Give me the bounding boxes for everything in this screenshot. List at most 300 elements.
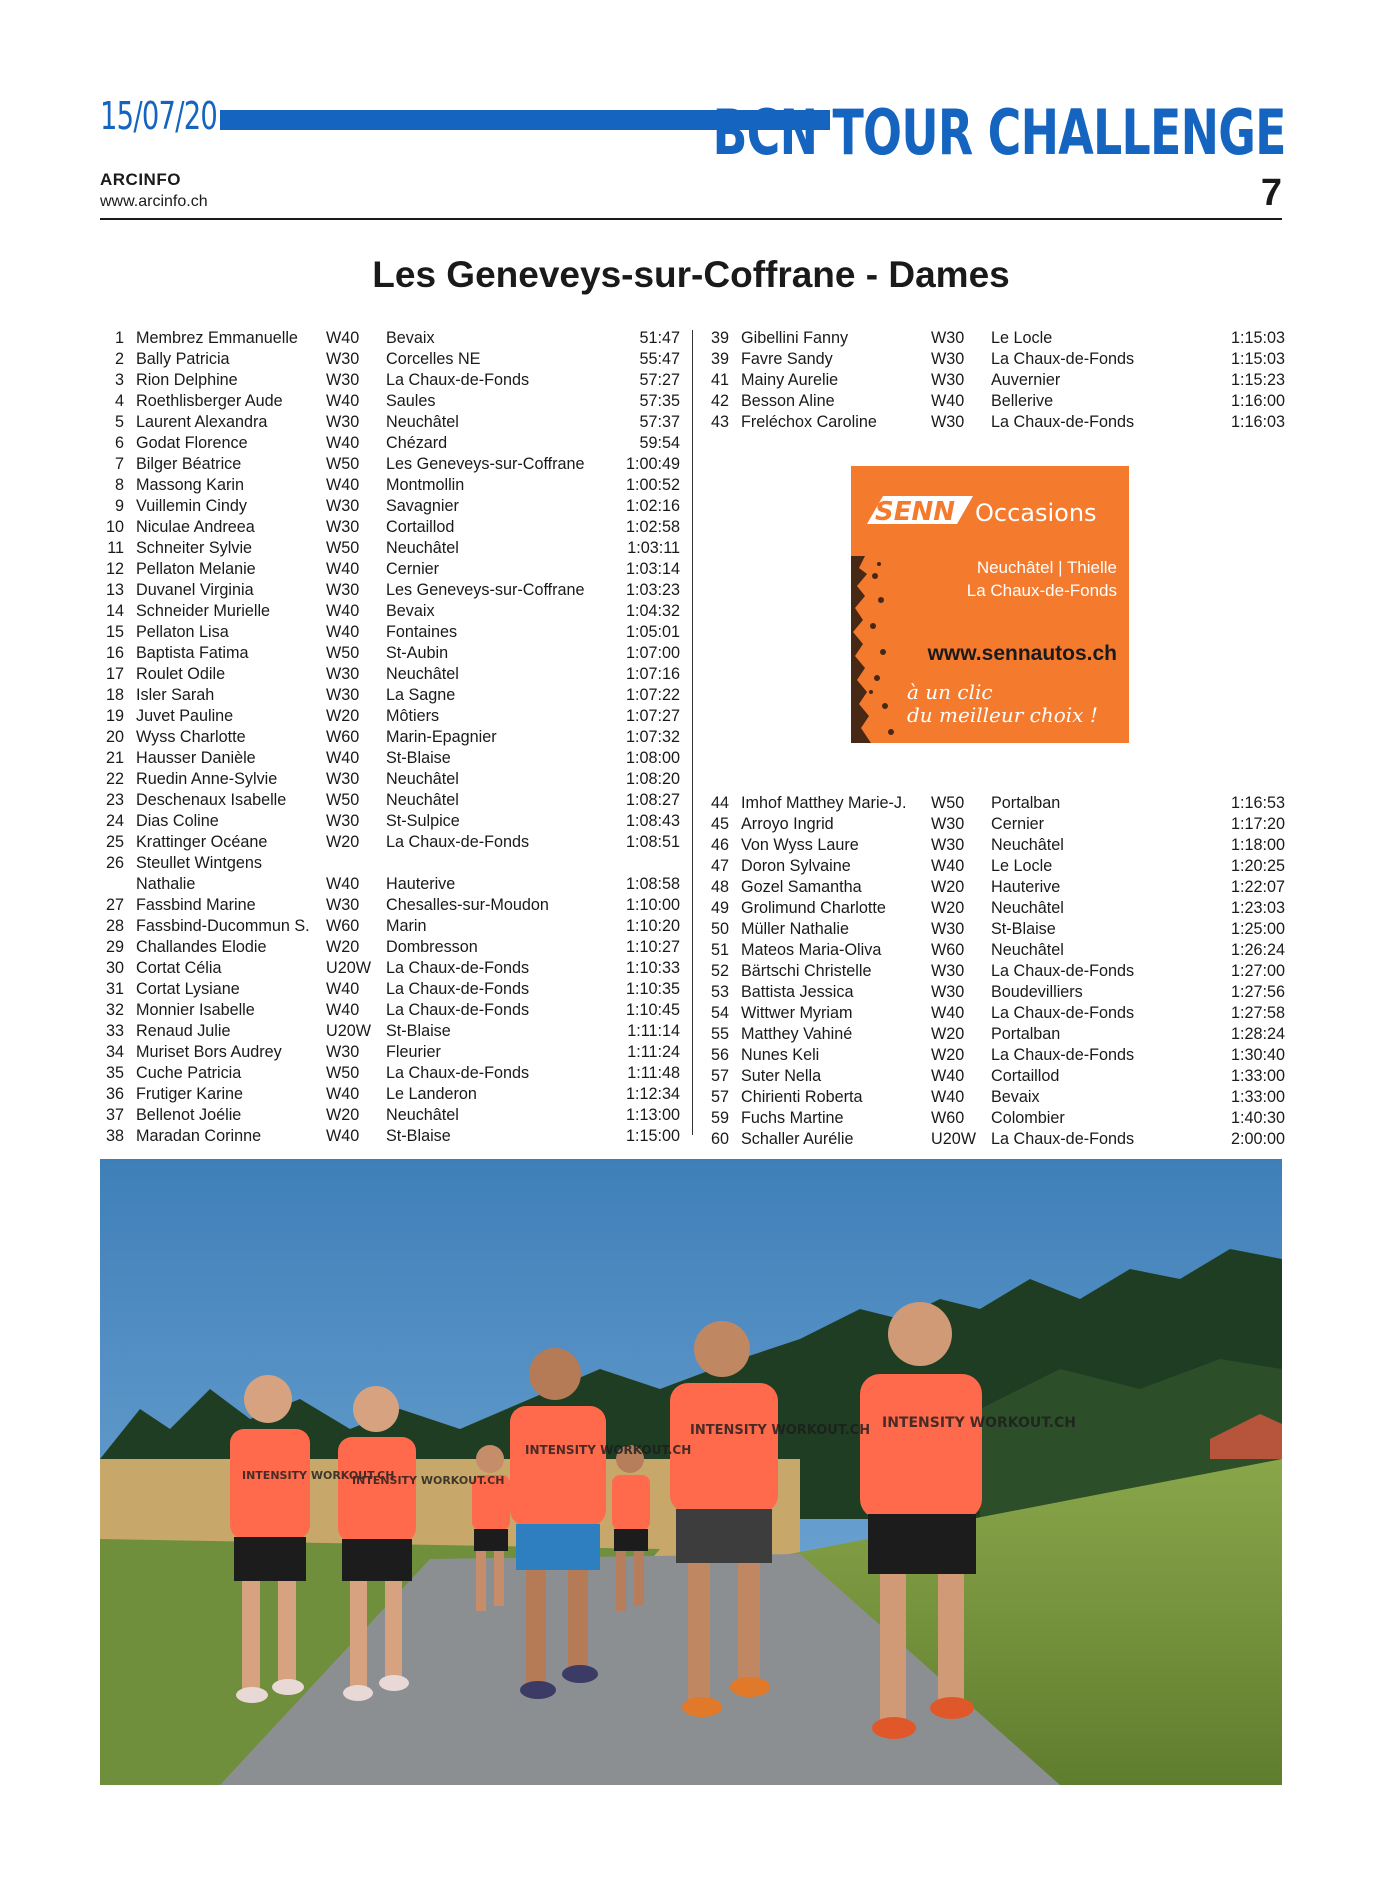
- result-city: Le Locle: [991, 329, 1053, 347]
- result-rank: 25: [105, 833, 124, 851]
- result-name: Chirienti Roberta: [741, 1088, 863, 1106]
- result-row: [100, 412, 680, 433]
- result-name: Matthey Vahiné: [741, 1025, 853, 1043]
- result-category: W30: [326, 350, 360, 368]
- result-category: W50: [326, 539, 360, 557]
- result-row: [705, 1066, 1285, 1087]
- result-category: [326, 853, 386, 874]
- result-name: Pellaton Melanie: [136, 560, 256, 578]
- ad-tagline-line2: du meilleur choix !: [907, 703, 1098, 727]
- result-city: La Chaux-de-Fonds: [991, 413, 1135, 431]
- result-category: W20: [326, 1106, 360, 1124]
- result-rank: 42: [710, 392, 729, 410]
- result-category: W40: [931, 392, 965, 410]
- result-city: La Chaux-de-Fonds: [991, 1130, 1135, 1148]
- result-rank: 45: [710, 815, 729, 833]
- result-row: [100, 1021, 680, 1042]
- result-rank: 50: [710, 920, 729, 938]
- result-rank: 38: [105, 1127, 124, 1145]
- result-city: Montmollin: [386, 476, 465, 494]
- result-name: Wyss Charlotte: [136, 728, 246, 746]
- result-row: [100, 832, 680, 853]
- result-rank: 51: [710, 941, 729, 959]
- result-city: Cortaillod: [386, 518, 455, 536]
- result-city: Neuchâtel: [386, 791, 459, 809]
- issue-date: 15/07/20: [100, 94, 218, 138]
- result-category: W40: [326, 875, 360, 893]
- result-time: 1:11:14: [627, 1022, 680, 1040]
- result-city: Bellerive: [991, 392, 1054, 410]
- result-time: 1:08:27: [625, 791, 680, 809]
- result-rank: 1: [114, 329, 124, 347]
- svg-text:SENN: SENN: [875, 497, 956, 527]
- result-time: 1:40:30: [1230, 1109, 1285, 1127]
- result-rank: 53: [710, 983, 729, 1001]
- result-name: Renaud Julie: [136, 1022, 231, 1040]
- result-row: [100, 874, 680, 895]
- result-name: Nathalie: [136, 875, 196, 893]
- result-name: Krattinger Océane: [136, 833, 268, 851]
- result-name: Müller Nathalie: [741, 920, 849, 938]
- result-time: 1:08:43: [625, 812, 680, 830]
- result-city: La Chaux-de-Fonds: [991, 350, 1135, 368]
- result-category: U20W: [326, 1022, 371, 1040]
- result-time: 2:00:00: [1230, 1130, 1285, 1148]
- result-row: [100, 349, 680, 370]
- result-time: 1:15:23: [1230, 371, 1285, 389]
- result-row: [100, 391, 680, 412]
- result-rank: 37: [105, 1106, 124, 1124]
- result-category: W30: [931, 413, 965, 431]
- result-rank: 15: [105, 623, 124, 641]
- result-name: Juvet Pauline: [136, 707, 234, 725]
- result-name: Doron Sylvaine: [741, 857, 851, 875]
- result-name: Battista Jessica: [741, 983, 854, 1001]
- result-category: W30: [931, 371, 965, 389]
- result-category: W20: [931, 878, 965, 896]
- result-rank: 44: [710, 794, 729, 812]
- result-name: Deschenaux Isabelle: [136, 791, 287, 809]
- result-category: W30: [326, 1043, 360, 1061]
- result-category: W30: [326, 497, 360, 515]
- result-name: Cuche Patricia: [136, 1064, 242, 1082]
- result-category: W30: [931, 836, 965, 854]
- result-name: Nunes Keli: [741, 1046, 820, 1064]
- result-row: [705, 349, 1285, 370]
- result-category: W40: [931, 1088, 965, 1106]
- result-time: 1:08:20: [625, 770, 680, 788]
- result-city: St-Sulpice: [386, 812, 460, 830]
- result-row: [705, 1003, 1285, 1024]
- result-row: [100, 1042, 680, 1063]
- result-name: Baptista Fatima: [136, 644, 249, 662]
- result-city: Auvernier: [991, 371, 1061, 389]
- result-time: 1:10:00: [625, 896, 680, 914]
- result-name: Roethlisberger Aude: [136, 392, 283, 410]
- result-category: W30: [931, 815, 965, 833]
- result-rank: 56: [710, 1046, 729, 1064]
- result-time: 1:07:27: [625, 707, 680, 725]
- result-category: W50: [326, 455, 360, 473]
- result-row: [705, 961, 1285, 982]
- result-row: [100, 538, 680, 559]
- result-city: Neuchâtel: [386, 1106, 459, 1124]
- result-name: Schneiter Sylvie: [136, 539, 253, 557]
- result-row: [100, 328, 680, 349]
- result-city: St-Blaise: [386, 1127, 451, 1145]
- result-category: W40: [326, 1001, 360, 1019]
- result-time: 1:10:35: [625, 980, 680, 998]
- result-category: W30: [931, 329, 965, 347]
- result-category: W40: [326, 329, 360, 347]
- result-rank: 46: [710, 836, 729, 854]
- result-row: [705, 793, 1285, 814]
- result-name: Fuchs Martine: [741, 1109, 844, 1127]
- senn-occasions-ad[interactable]: [851, 466, 1129, 743]
- result-name: Gozel Samantha: [741, 878, 862, 896]
- result-row: [100, 496, 680, 517]
- result-row: [100, 706, 680, 727]
- result-row: [100, 433, 680, 454]
- result-category: W40: [326, 1127, 360, 1145]
- result-row: [100, 937, 680, 958]
- result-name: Wittwer Myriam: [741, 1004, 853, 1022]
- result-city: Cortaillod: [991, 1067, 1060, 1085]
- result-category: W40: [326, 434, 360, 452]
- result-city: Chézard: [386, 434, 448, 452]
- ad-website-link[interactable]: www.sennautos.ch: [927, 642, 1117, 665]
- result-time: 1:07:22: [625, 686, 680, 704]
- result-time: 57:35: [639, 392, 680, 410]
- result-name: Maradan Corinne: [136, 1127, 262, 1145]
- result-rank: 16: [105, 644, 124, 662]
- senn-logo-icon: [863, 490, 1123, 530]
- result-name: Isler Sarah: [136, 686, 215, 704]
- result-time: 1:02:16: [625, 497, 680, 515]
- result-row: [100, 685, 680, 706]
- shirt-print-2: INTENSITY WORKOUT.CH: [352, 1474, 505, 1487]
- shirt-print-5: INTENSITY WORKOUT.CH: [882, 1415, 1076, 1431]
- result-rank: 35: [105, 1064, 124, 1082]
- result-city: St-Blaise: [991, 920, 1056, 938]
- result-row: [705, 940, 1285, 961]
- result-category: W60: [326, 917, 360, 935]
- result-name: Schneider Murielle: [136, 602, 271, 620]
- result-rank: 10: [105, 518, 124, 536]
- result-row: [705, 814, 1285, 835]
- result-time: 1:10:45: [625, 1001, 680, 1019]
- result-city: La Chaux-de-Fonds: [386, 1001, 530, 1019]
- result-city: Neuchâtel: [386, 413, 459, 431]
- result-city: St-Blaise: [386, 1022, 451, 1040]
- result-name: Gibellini Fanny: [741, 329, 849, 347]
- result-city: Hauterive: [991, 878, 1061, 896]
- result-rank: 23: [105, 791, 124, 809]
- result-time: 1:26:24: [1230, 941, 1285, 959]
- result-row: [705, 391, 1285, 412]
- result-row: [100, 853, 680, 874]
- result-time: 1:10:20: [625, 917, 680, 935]
- result-city: [386, 853, 596, 874]
- result-category: W30: [931, 350, 965, 368]
- column-divider: [692, 330, 693, 1135]
- result-city: Marin-Epagnier: [386, 728, 497, 746]
- result-time: 1:27:58: [1230, 1004, 1285, 1022]
- result-category: W30: [326, 665, 360, 683]
- result-rank: 3: [114, 371, 124, 389]
- result-city: Portalban: [991, 1025, 1061, 1043]
- result-name: Favre Sandy: [741, 350, 833, 368]
- result-city: Bevaix: [386, 602, 435, 620]
- result-name: Schaller Aurélie: [741, 1130, 854, 1148]
- result-city: Savagnier: [386, 497, 459, 515]
- result-time: 1:16:00: [1230, 392, 1285, 410]
- result-city: Corcelles NE: [386, 350, 481, 368]
- result-row: [100, 916, 680, 937]
- result-time: 1:27:56: [1230, 983, 1285, 1001]
- result-time: 1:04:32: [625, 602, 680, 620]
- publication-url[interactable]: www.arcinfo.ch: [100, 193, 208, 210]
- results-list-right-top: [705, 328, 1285, 433]
- result-time: 1:07:16: [625, 665, 680, 683]
- result-category: W30: [326, 812, 360, 830]
- result-name: Freléchox Caroline: [741, 413, 877, 431]
- result-rank: 59: [710, 1109, 729, 1127]
- result-category: U20W: [326, 959, 371, 977]
- result-time: 1:27:00: [1230, 962, 1285, 980]
- result-time: 1:33:00: [1230, 1088, 1285, 1106]
- result-rank: 14: [105, 602, 124, 620]
- result-row: [705, 370, 1285, 391]
- shirt-print-4: INTENSITY WORKOUT.CH: [690, 1423, 871, 1438]
- result-rank: 41: [710, 371, 729, 389]
- result-rank: 55: [710, 1025, 729, 1043]
- result-time: 1:07:32: [625, 728, 680, 746]
- result-rank: 31: [105, 980, 124, 998]
- result-rank: 20: [105, 728, 124, 746]
- result-row: [100, 958, 680, 979]
- result-row: [705, 1108, 1285, 1129]
- result-category: W40: [326, 560, 360, 578]
- result-rank: 47: [710, 857, 729, 875]
- result-row: [100, 559, 680, 580]
- ad-tagline-line1: à un clic: [907, 680, 993, 704]
- result-time: 1:15:03: [1230, 350, 1285, 368]
- result-name: Muriset Bors Audrey: [136, 1043, 282, 1061]
- result-rank: 32: [105, 1001, 124, 1019]
- section-header-title: BCN TOUR CHALLENGE: [712, 96, 1286, 169]
- svg-text:Occasions: Occasions: [975, 499, 1097, 527]
- result-row: [705, 877, 1285, 898]
- result-rank: 6: [114, 434, 124, 452]
- result-city: Bevaix: [991, 1088, 1040, 1106]
- result-city: Neuchâtel: [991, 941, 1064, 959]
- result-city: Les Geneveys-sur-Coffrane: [386, 455, 585, 473]
- result-row: [100, 517, 680, 538]
- result-time: 1:17:20: [1230, 815, 1285, 833]
- result-name: Imhof Matthey Marie-J.: [741, 794, 907, 812]
- result-time: 1:13:00: [625, 1106, 680, 1124]
- result-row: [100, 979, 680, 1000]
- result-city: La Chaux-de-Fonds: [386, 959, 530, 977]
- result-row: [100, 1105, 680, 1126]
- result-time: 1:15:03: [1230, 329, 1285, 347]
- result-category: W60: [326, 728, 360, 746]
- result-name: Besson Aline: [741, 392, 835, 410]
- result-city: St-Blaise: [386, 749, 451, 767]
- result-row: [100, 1084, 680, 1105]
- result-row: [100, 1000, 680, 1021]
- result-category: W40: [326, 749, 360, 767]
- result-city: Saules: [386, 392, 436, 410]
- result-time: 59:54: [639, 434, 680, 452]
- result-rank: 34: [105, 1043, 124, 1061]
- result-rank: 49: [710, 899, 729, 917]
- result-time: 1:16:53: [1230, 794, 1285, 812]
- result-city: Cernier: [991, 815, 1045, 833]
- result-row: [100, 748, 680, 769]
- result-time: 1:12:34: [625, 1085, 680, 1103]
- result-city: La Chaux-de-Fonds: [386, 833, 530, 851]
- result-row: [100, 664, 680, 685]
- result-rank: 19: [105, 707, 124, 725]
- result-rank: 13: [105, 581, 124, 599]
- result-row: [100, 370, 680, 391]
- header-divider: [100, 218, 1282, 220]
- result-category: W40: [931, 857, 965, 875]
- result-row: [705, 898, 1285, 919]
- result-time: 1:08:58: [625, 875, 680, 893]
- result-category: W30: [326, 413, 360, 431]
- result-row: [100, 727, 680, 748]
- result-time: 1:15:00: [625, 1127, 680, 1145]
- result-rank: 60: [710, 1130, 729, 1148]
- result-category: W40: [326, 623, 360, 641]
- result-time: 1:07:00: [625, 644, 680, 662]
- result-row: [705, 856, 1285, 877]
- results-list-left: [100, 328, 680, 1147]
- result-city: Dombresson: [386, 938, 478, 956]
- result-city: La Sagne: [386, 686, 456, 704]
- runners-photo: [100, 1159, 1282, 1785]
- result-time: 1:23:03: [1230, 899, 1285, 917]
- result-name: Bally Patricia: [136, 350, 230, 368]
- result-row: [100, 580, 680, 601]
- result-row: [705, 1045, 1285, 1066]
- result-city: Boudevilliers: [991, 983, 1083, 1001]
- result-row: [100, 643, 680, 664]
- shirt-print-1: INTENSITY WORKOUT.CH: [242, 1469, 395, 1482]
- result-category: W30: [931, 920, 965, 938]
- result-row: [100, 475, 680, 496]
- result-name: Cortat Lysiane: [136, 980, 240, 998]
- result-city: Marin: [386, 917, 427, 935]
- result-city: La Chaux-de-Fonds: [386, 980, 530, 998]
- result-name: Arroyo Ingrid: [741, 815, 834, 833]
- result-category: W30: [326, 770, 360, 788]
- result-rank: 5: [114, 413, 124, 431]
- result-time: 1:00:49: [625, 455, 680, 473]
- result-time: 1:03:11: [627, 539, 680, 557]
- result-city: Le Landeron: [386, 1085, 477, 1103]
- result-category: W50: [326, 1064, 360, 1082]
- result-rank: 11: [107, 539, 124, 557]
- result-rank: 39: [710, 329, 729, 347]
- result-city: Hauterive: [386, 875, 456, 893]
- result-rank: 8: [114, 476, 124, 494]
- result-rank: 28: [105, 917, 124, 935]
- result-category: W20: [326, 938, 360, 956]
- result-name: Suter Nella: [741, 1067, 822, 1085]
- result-name: Frutiger Karine: [136, 1085, 244, 1103]
- result-rank: [100, 874, 136, 895]
- result-city: St-Aubin: [386, 644, 449, 662]
- result-row: [705, 982, 1285, 1003]
- result-city: Chesalles-sur-Moudon: [386, 896, 549, 914]
- result-name: Fassbind-Ducommun S.: [136, 917, 310, 935]
- result-time: 51:47: [639, 329, 680, 347]
- result-category: W60: [931, 941, 965, 959]
- result-name: Bellenot Joélie: [136, 1106, 242, 1124]
- result-category: W40: [326, 980, 360, 998]
- result-name: Rion Delphine: [136, 371, 238, 389]
- result-city: La Chaux-de-Fonds: [386, 1064, 530, 1082]
- result-name: Godat Florence: [136, 434, 248, 452]
- result-category: W30: [326, 581, 360, 599]
- result-name: Bilger Béatrice: [136, 455, 242, 473]
- result-category: W50: [326, 644, 360, 662]
- result-name: Membrez Emmanuelle: [136, 329, 298, 347]
- result-name: Roulet Odile: [136, 665, 226, 683]
- result-rank: 21: [105, 749, 124, 767]
- results-title: Les Geneveys-sur-Coffrane - Dames: [372, 254, 1010, 295]
- result-row: [100, 1063, 680, 1084]
- result-row: [100, 790, 680, 811]
- result-name: Hausser Danièle: [136, 749, 256, 767]
- result-category: W40: [326, 392, 360, 410]
- result-time: 57:37: [639, 413, 680, 431]
- result-category: W30: [326, 896, 360, 914]
- result-city: Bevaix: [386, 329, 435, 347]
- result-category: W50: [931, 794, 965, 812]
- result-time: 1:03:14: [625, 560, 680, 578]
- result-rank: 29: [105, 938, 124, 956]
- result-rank: 30: [105, 959, 124, 977]
- result-category: W30: [931, 983, 965, 1001]
- result-row: [100, 811, 680, 832]
- result-category: W30: [326, 371, 360, 389]
- result-category: W40: [931, 1067, 965, 1085]
- result-time: 57:27: [639, 371, 680, 389]
- result-category: W20: [931, 899, 965, 917]
- result-rank: 54: [710, 1004, 729, 1022]
- result-rank: 39: [710, 350, 729, 368]
- result-row: [100, 769, 680, 790]
- result-category: U20W: [931, 1130, 976, 1148]
- result-rank: 4: [114, 392, 124, 410]
- result-category: W30: [326, 686, 360, 704]
- result-rank: 27: [105, 896, 124, 914]
- result-time: 1:03:23: [625, 581, 680, 599]
- result-time: 1:18:00: [1230, 836, 1285, 854]
- result-city: La Chaux-de-Fonds: [991, 962, 1135, 980]
- result-name: Cortat Célia: [136, 959, 222, 977]
- result-row: [100, 895, 680, 916]
- result-city: Le Locle: [991, 857, 1053, 875]
- result-category: W40: [326, 602, 360, 620]
- result-time: 1:00:52: [625, 476, 680, 494]
- shirt-print-3: INTENSITY WORKOUT.CH: [525, 1443, 692, 1457]
